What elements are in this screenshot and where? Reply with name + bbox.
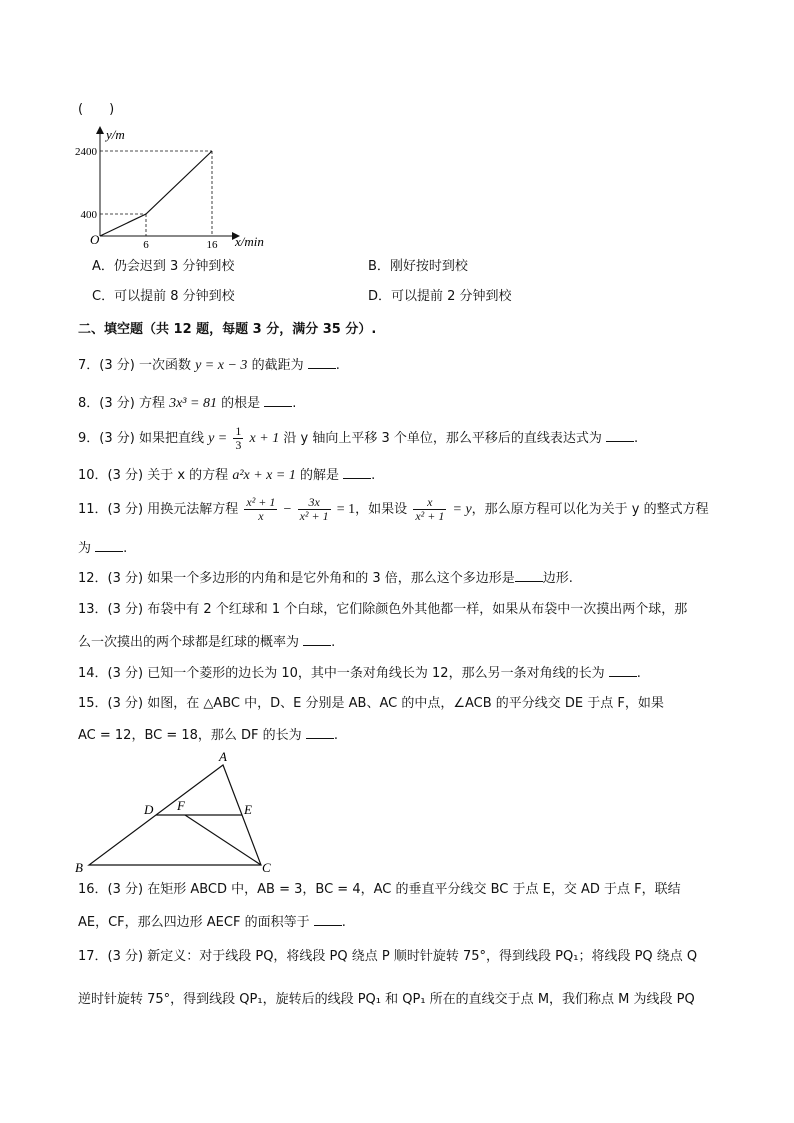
answer-blank bbox=[314, 913, 342, 926]
q6-x-axis-label: x/min bbox=[235, 234, 264, 249]
question-17-line-2: 逆时针旋转 75°，得到线段 QP₁，旋转后的线段 PQ₁ 和 QP₁ 所在的直线交于点 M，我们称点 M 为线段 PQ bbox=[78, 992, 695, 1007]
answer-blank bbox=[308, 356, 336, 369]
question-14: 14．(3 分) 已知一个菱形的边长为 10，其中一条对角线长为 12，那么另一条对角线的长为 . bbox=[78, 666, 641, 681]
segment-cf bbox=[185, 815, 261, 865]
q6-option-c: C．可以提前 8 分钟到校 bbox=[92, 289, 235, 304]
q6-y-axis-label: y/m bbox=[106, 127, 125, 142]
point-d: D bbox=[144, 802, 154, 817]
question-15: 15．(3 分) 如图，在 △ABC 中，D、E 分别是 AB、AC 的中点，∠ACB 的平分线交 DE 于点 F，如果 bbox=[78, 696, 664, 711]
answer-blank bbox=[343, 466, 371, 479]
q6-option-b: B．刚好按时到校 bbox=[368, 259, 468, 274]
q6-origin-label: O bbox=[90, 232, 100, 247]
question-16-line-2: AE，CF，那么四边形 AECF 的面积等于 . bbox=[78, 915, 346, 930]
vertex-a: A bbox=[219, 749, 227, 764]
q6-x-tick-6: 6 bbox=[143, 239, 149, 251]
point-f: F bbox=[177, 798, 185, 813]
vertex-c: C bbox=[262, 860, 271, 875]
q6-option-a: A．仍会迟到 3 分钟到校 bbox=[92, 259, 235, 274]
question-9: 9．(3 分) 如果把直线 y = $\frac{1}{3}$ x + 1 沿 y 轴向上平移 3 个单位，那么平移后的直线表达式为 . bbox=[78, 424, 639, 452]
q6-option-d: D．可以提前 2 分钟到校 bbox=[368, 289, 512, 304]
answer-blank bbox=[264, 394, 292, 407]
answer-blank bbox=[303, 633, 331, 646]
answer-blank bbox=[95, 539, 123, 552]
question-12: 12．(3 分) 如果一个多边形的内角和是它外角和的 3 倍，那么这个多边形是 边形. bbox=[78, 571, 573, 586]
question-8: 8．(3 分) 方程 3x³ = 81 的根是 . bbox=[78, 396, 297, 411]
q15-triangle-figure bbox=[70, 748, 280, 878]
question-11: 11．(3 分) 用换元法解方程 $\frac{\text{x² + 1}}{x}$ − $\frac{3x}{\text{x² + 1}}$ = 1，如果设 $\frac{x}{\text{x² + 1}}$ = y，那么原方程可以化为关于 y 的整式方程 bbox=[78, 495, 709, 523]
question-15-line-2: AC = 12，BC = 18，那么 DF 的长为 . bbox=[78, 728, 338, 743]
q6-answer-bracket: ( ) bbox=[78, 102, 115, 117]
q6-distance-time-graph bbox=[75, 122, 288, 252]
question-11-line-2: 为 . bbox=[78, 541, 128, 556]
q6-distance-line bbox=[100, 151, 212, 236]
question-16: 16．(3 分) 在矩形 ABCD 中，AB = 3，BC = 4，AC 的垂直平分线交 BC 于点 E，交 AD 于点 F，联结 bbox=[78, 882, 681, 897]
question-10: 10．(3 分) 关于 x 的方程 a²x + x = 1 的解是 . bbox=[78, 468, 376, 483]
point-e: E bbox=[244, 802, 252, 817]
question-7: 7．(3 分) 一次函数 y = x − 3 的截距为 . bbox=[78, 358, 340, 373]
answer-blank bbox=[609, 664, 637, 677]
q6-y-tick-2400: 2400 bbox=[75, 146, 97, 158]
answer-blank bbox=[515, 569, 543, 582]
q6-y-tick-400: 400 bbox=[80, 209, 97, 221]
answer-blank bbox=[306, 726, 334, 739]
question-13: 13．(3 分) 布袋中有 2 个红球和 1 个白球，它们除颜色外其他都一样，如果从布袋中一次摸出两个球，那 bbox=[78, 602, 688, 617]
vertex-b: B bbox=[75, 860, 83, 875]
question-17: 17．(3 分) 新定义：对于线段 PQ，将线段 PQ 绕点 P 顺时针旋转 75°，得到线段 PQ₁；将线段 PQ 绕点 Q bbox=[78, 949, 698, 964]
answer-blank bbox=[606, 429, 634, 442]
q6-x-tick-16: 16 bbox=[206, 239, 218, 251]
question-13-line-2: 么一次摸出的两个球都是红球的概率为 . bbox=[78, 635, 336, 650]
section-title: 二、填空题（共 12 题，每题 3 分，满分 35 分）. bbox=[78, 322, 377, 337]
